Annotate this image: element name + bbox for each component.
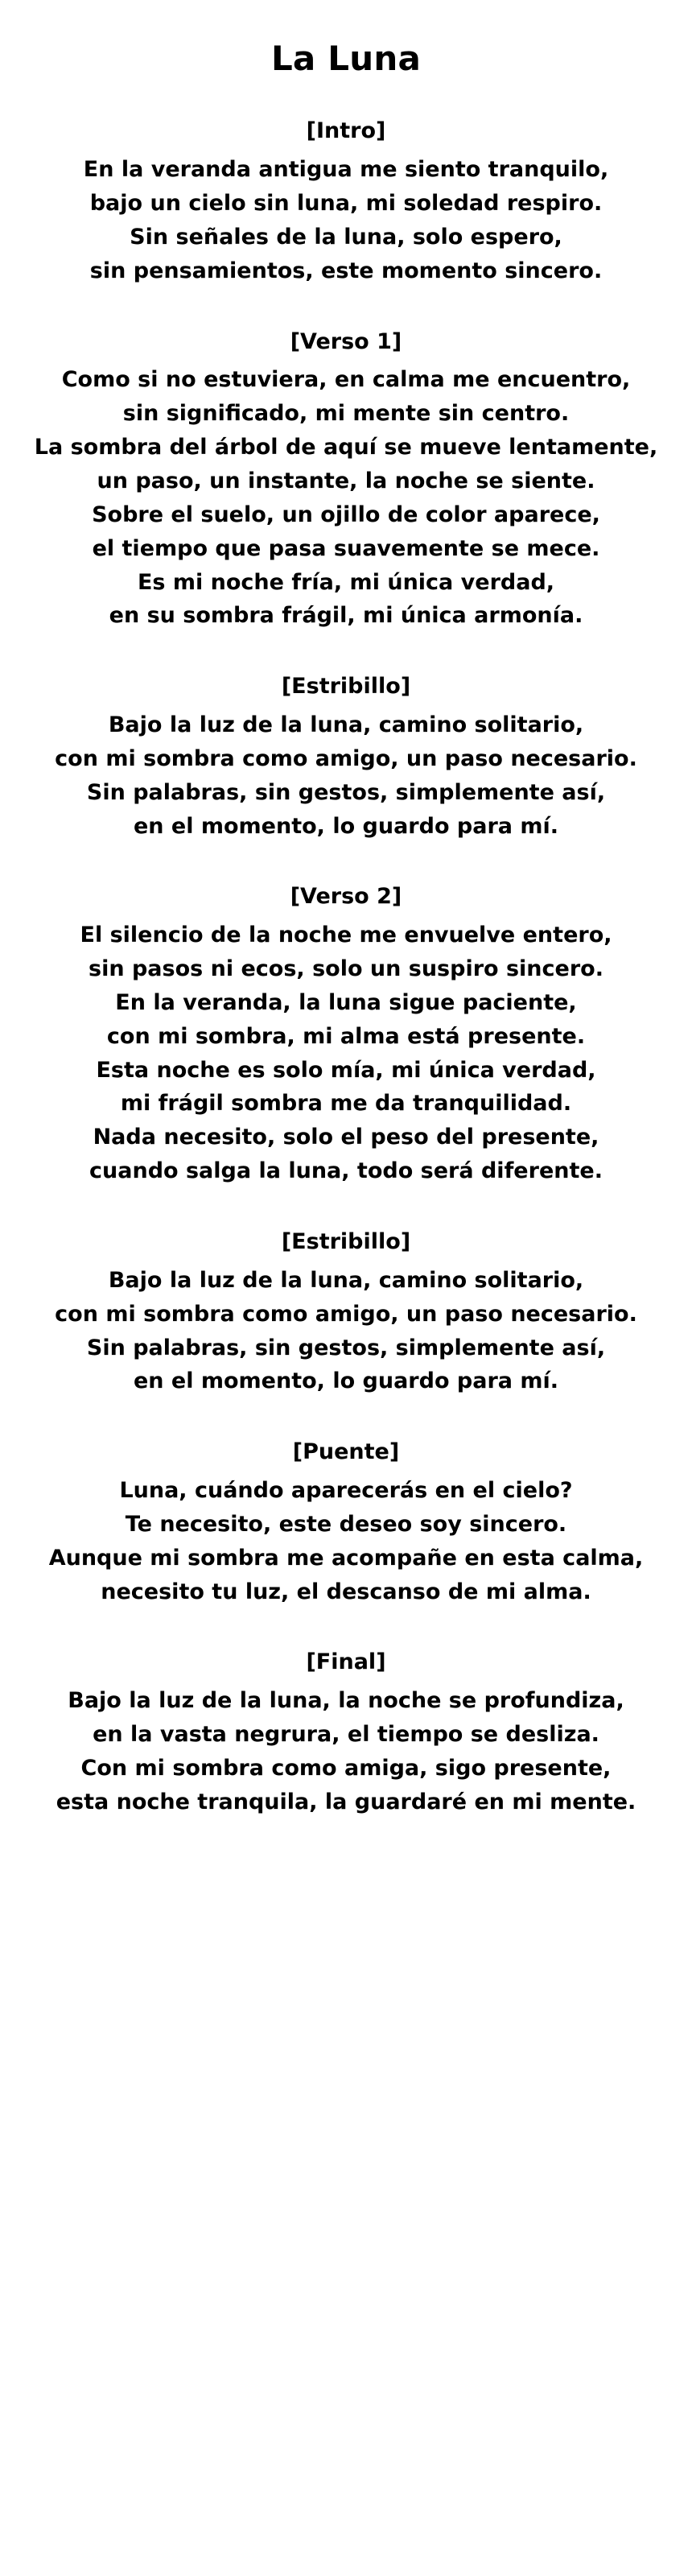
section-label: [Puente]	[292, 1439, 400, 1465]
page-title: La Luna	[270, 39, 422, 78]
lyrics-line: Como si no estuviera, en calma me encuentro,	[61, 367, 631, 393]
lyrics-line: en el momento, lo guardo para mí.	[133, 813, 559, 839]
section-label: [Verso 2]	[290, 884, 402, 910]
lyrics-line: sin significado, mi mente sin centro.	[122, 401, 570, 427]
section-label: [Verso 1]	[290, 328, 402, 354]
lyrics-line: Sin señales de la luna, solo espero,	[130, 224, 562, 250]
section-label: [Intro]	[306, 118, 386, 144]
lyrics-line: esta noche tranquila, la guardaré en mi mente.	[56, 1789, 636, 1814]
lyrics-section	[23, 880, 669, 1188]
lyrics-line: Luna, cuándo aparecerás en el cielo?	[119, 1478, 573, 1504]
lyrics-line: mi frágil sombra me da tranquilidad.	[120, 1091, 572, 1117]
lyrics-line: con mi sombra como amigo, un paso necesario.	[55, 1301, 637, 1327]
lyrics-line: en la vasta negrura, el tiempo se desliza.	[93, 1722, 599, 1748]
lyrics-section	[23, 114, 669, 287]
lyrics-line: Nada necesito, solo el peso del presente,	[93, 1125, 599, 1150]
lyrics-line: En la veranda, la luna sigue paciente,	[115, 989, 577, 1015]
lyrics-line: Sin palabras, sin gestos, simplemente así,	[86, 1335, 606, 1360]
lyrics-line: sin pasos ni ecos, solo un suspiro sincero.	[89, 956, 603, 982]
lyrics-section	[23, 1225, 669, 1398]
lyrics-sections	[23, 114, 669, 1818]
lyrics-section	[23, 1435, 669, 1608]
lyrics-section	[23, 1645, 669, 1818]
lyrics-line: sin pensamientos, este momento sincero.	[89, 258, 603, 283]
lyrics-line: un paso, un instante, la noche se siente.	[97, 468, 595, 493]
lyrics-line: el tiempo que pasa suavemente se mece.	[92, 535, 600, 561]
lyrics-line: cuando salga la luna, todo será diferente.	[89, 1158, 603, 1184]
lyrics-line: Sobre el suelo, un ojillo de color aparece,	[92, 502, 600, 527]
lyrics-line: Bajo la luz de la luna, la noche se profundiza,	[68, 1688, 624, 1714]
lyrics-section	[23, 325, 669, 634]
lyrics-line: en su sombra frágil, mi única armonía.	[109, 603, 583, 629]
section-label: [Final]	[306, 1649, 386, 1675]
lyrics-line: Es mi noche fría, mi única verdad,	[137, 569, 555, 595]
section-label: [Estribillo]	[281, 674, 411, 700]
lyrics-line: Esta noche es solo mía, mi única verdad,	[96, 1057, 596, 1083]
lyrics-line: Bajo la luz de la luna, camino solitario,	[108, 712, 584, 738]
lyrics-line: Te necesito, este deseo soy sincero.	[125, 1511, 567, 1537]
lyrics-line: bajo un cielo sin luna, mi soledad respiro.	[89, 191, 603, 217]
lyrics-line: Aunque mi sombra me acompañe en esta calma,	[48, 1545, 644, 1571]
lyrics-line: Sin palabras, sin gestos, simplemente así,	[86, 779, 606, 805]
lyrics-line: en el momento, lo guardo para mí.	[133, 1368, 559, 1394]
lyrics-line: necesito tu luz, el descanso de mi alma.	[101, 1579, 591, 1604]
lyrics-line: con mi sombra, mi alma está presente.	[106, 1023, 586, 1049]
lyrics-line: Bajo la luz de la luna, camino solitario,	[108, 1267, 584, 1293]
section-label: [Estribillo]	[281, 1229, 411, 1255]
lyrics-line: Con mi sombra como amiga, sigo presente,	[80, 1755, 612, 1781]
lyrics-line: El silencio de la noche me envuelve entero,	[80, 923, 612, 948]
lyrics-line: con mi sombra como amigo, un paso necesario.	[55, 745, 637, 771]
lyrics-section	[23, 670, 669, 843]
lyrics-line: En la veranda antigua me siento tranquilo,	[83, 157, 609, 183]
lyrics-line: La sombra del árbol de aquí se mueve lentamente,	[34, 435, 658, 460]
